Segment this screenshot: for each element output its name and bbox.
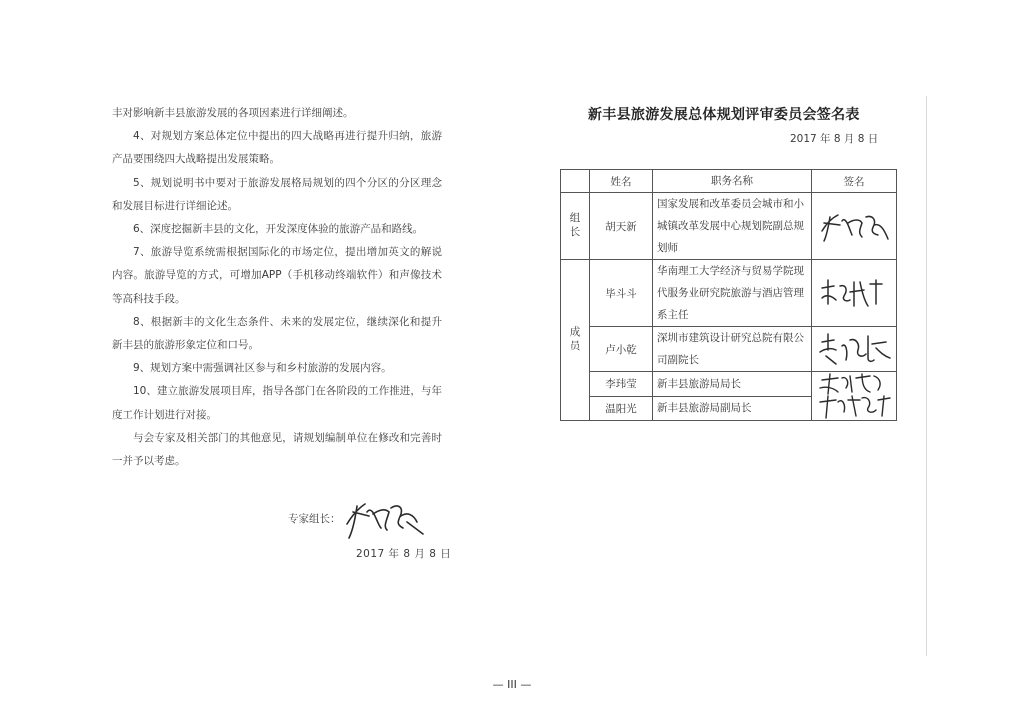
handwritten-signature <box>343 494 425 542</box>
paragraph: 6、深度挖掘新丰县的文化，开发深度体验的旅游产品和路线。 <box>133 223 424 236</box>
handwritten-signature <box>816 330 892 368</box>
sign-header: 签名 <box>812 170 897 193</box>
paragraph: 与会专家及相关部门的其他意见，请规划编制单位在修改和完善时一并予以考虑。 <box>112 431 442 468</box>
table-row <box>561 260 897 327</box>
signature-cell <box>812 260 897 327</box>
role-member-cell <box>561 260 590 421</box>
signature-cell <box>812 327 897 372</box>
role-label-member: 成员 <box>569 326 581 353</box>
role-label-leader: 组长 <box>569 212 581 239</box>
page-number: — III — <box>492 678 532 691</box>
name-header: 姓名 <box>590 170 653 193</box>
member-title: 深圳市建筑设计研究总院有限公司副院长 <box>653 327 812 372</box>
handwritten-signature <box>816 207 892 245</box>
page-spine-divider <box>926 96 927 656</box>
member-name: 毕斗斗 <box>590 260 653 327</box>
expert-leader-signature-line <box>288 494 425 542</box>
role-leader-cell <box>561 193 590 260</box>
table-row <box>561 193 897 260</box>
paragraph: 8、根据新丰的文化生态条件、未来的发展定位，继续深化和提升新丰县的旅游形象定位和口号。 <box>112 315 442 352</box>
paragraph: 5、规划说明书中要对于旅游发展格局规划的四个分区的分区理念和发展目标进行详细论述。 <box>112 176 442 212</box>
paragraph: 7、旅游导览系统需根据国际化的市场定位，提出增加英文的解说内容。旅游导览的方式，可增加APP（手机移动终端软件）和声像技术等高科技手段。 <box>112 246 442 305</box>
member-name: 李玮莹 <box>590 372 653 397</box>
signature-sheet-date: 2017 年 8 月 8 日 <box>790 133 879 145</box>
handwritten-signature <box>816 274 892 312</box>
paragraph: 丰对影响新丰县旅游发展的各项因素进行详细阐述。 <box>112 107 354 119</box>
paragraph: 10、建立旅游发展项目库，指导各部门在各阶段的工作推进，与年度工作计划进行对接。 <box>112 385 442 421</box>
member-title: 新丰县旅游局副局长 <box>653 396 812 421</box>
table-row <box>561 372 897 397</box>
member-name: 卢小乾 <box>590 327 653 372</box>
committee-signature-table <box>560 169 897 421</box>
signature-cell <box>812 193 897 260</box>
signature-cell <box>812 372 897 421</box>
signing-date: 2017 年 8 月 8 日 <box>356 548 452 560</box>
handwritten-signature <box>816 372 892 420</box>
title-header: 职务名称 <box>653 170 812 193</box>
review-opinions-text <box>112 102 442 473</box>
member-title: 华南理工大学经济与贸易学院现代服务业研究院旅游与酒店管理系主任 <box>653 260 812 327</box>
table-row <box>561 327 897 372</box>
member-title: 国家发展和改革委员会城市和小城镇改革发展中心规划院副总规划师 <box>653 193 812 260</box>
table-header-row <box>561 170 897 193</box>
signer-label: 专家组长： <box>288 512 341 525</box>
member-title: 新丰县旅游局局长 <box>653 372 812 397</box>
member-name: 胡天新 <box>590 193 653 260</box>
signature-sheet-title: 新丰县旅游发展总体规划评审委员会签名表 <box>588 107 860 123</box>
paragraph: 4、对规划方案总体定位中提出的四大战略再进行提升归纳，旅游产品要围绕四大战略提出发展策略。 <box>112 130 442 166</box>
member-name: 温阳光 <box>590 396 653 421</box>
paragraph: 9、规划方案中需强调社区参与和乡村旅游的发展内容。 <box>133 362 392 375</box>
role-header-cell <box>561 170 590 193</box>
